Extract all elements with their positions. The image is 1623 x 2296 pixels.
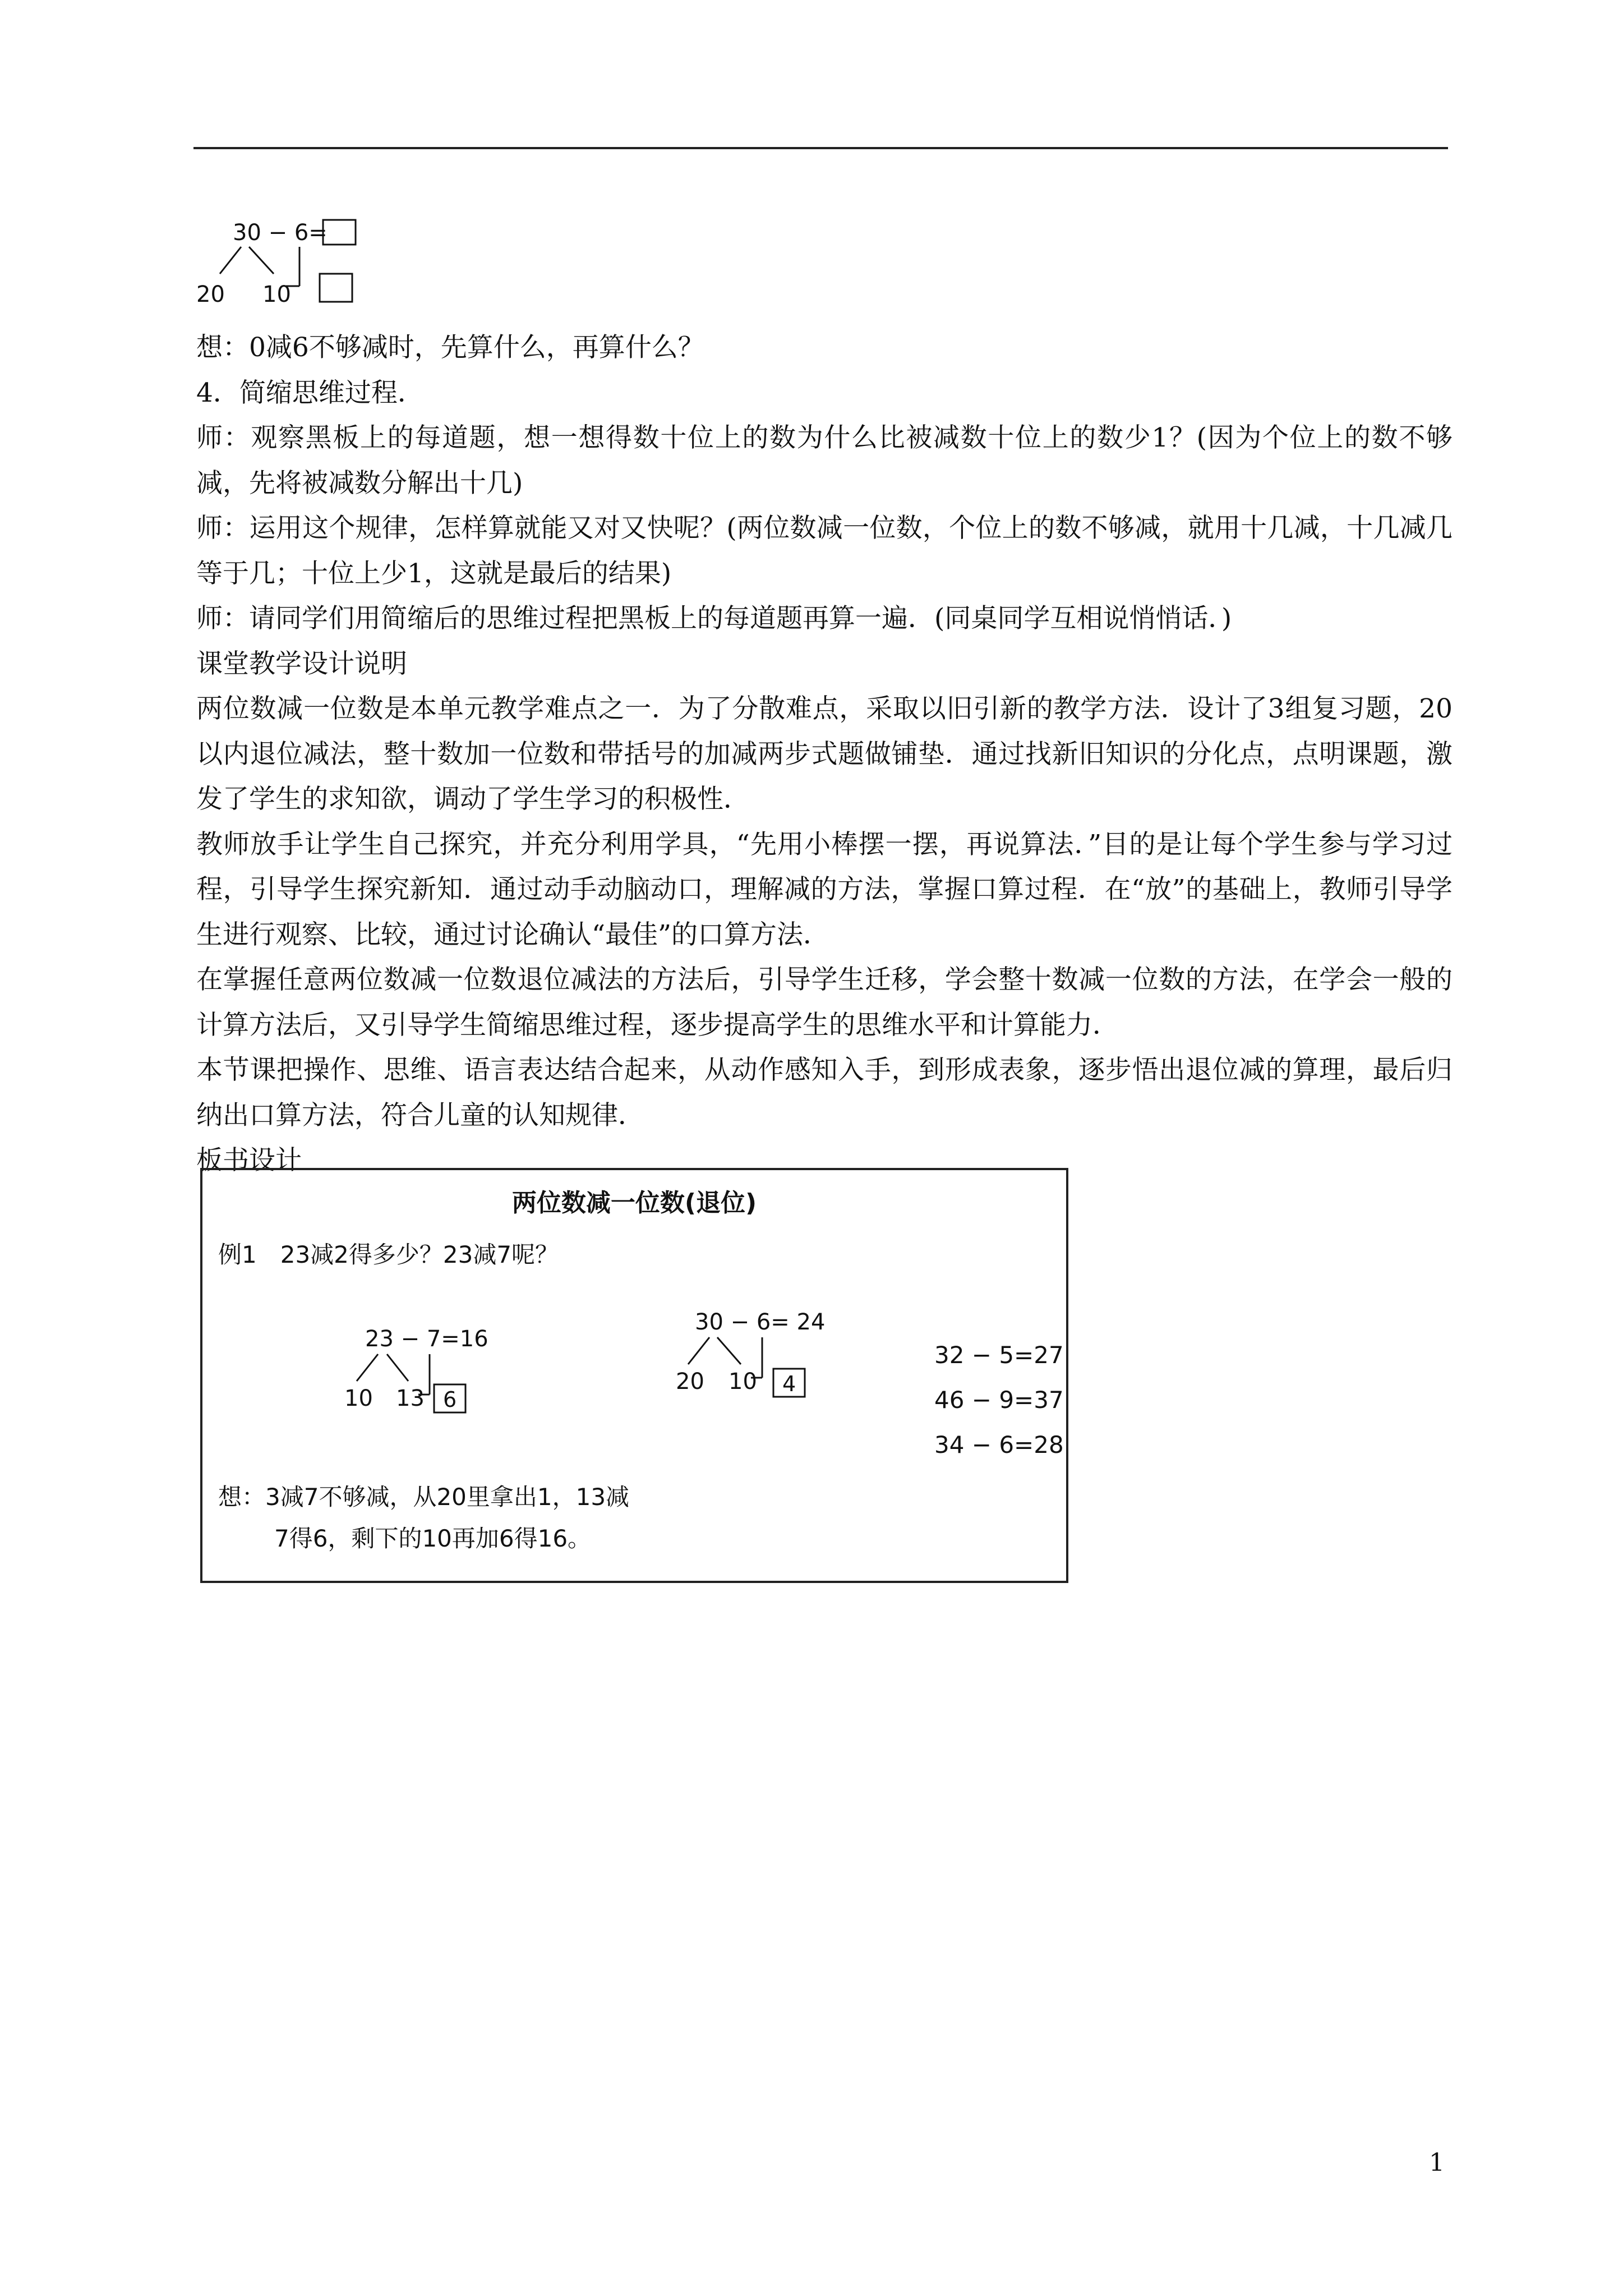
blackboard-design [200, 1168, 1068, 1583]
header-rule [193, 147, 1448, 149]
board-equation: 32 − 5=27 [934, 1341, 1064, 1369]
page-number: 1 [1429, 2148, 1445, 2177]
top-expression: 30 − 6= [233, 220, 328, 246]
section-heading: 板书设计 [196, 1145, 302, 1176]
left-part: 20 [196, 282, 225, 307]
board-tree-2 [668, 1305, 881, 1406]
board-equation: 34 − 6=28 [934, 1431, 1064, 1458]
paragraph: 两位数减一位数是本单元教学难点之一．为了分散难点，采取以旧引新的教学方法．设计了3组复习题，20以内退位减法，整十数加一位数和带括号的加减两步式题做铺垫．通过找新旧知识的分化点，点明课题，激发了学生的求知欲，调动了学生学习的积极性． [196, 693, 1453, 815]
tree1-right: 13 [396, 1386, 425, 1411]
paragraph: 师：运用这个规律，怎样算就能又对又快呢？(两位数减一位数，个位上的数不够减，就用十几减，十几减几等于几；十位上少1，这就是最后的结果) [196, 513, 1453, 589]
tree1-expression: 23 − 7=16 [365, 1326, 488, 1352]
board-title: 两位数减一位数(退位) [511, 1189, 757, 1217]
board-think-line-1: 想：3减7不够减，从20里拿出1，13减 [218, 1483, 630, 1511]
board-example: 例1 23减2得多少？23减7呢？ [218, 1241, 559, 1268]
board-tree-1 [329, 1322, 542, 1423]
tree1-left: 10 [344, 1386, 373, 1411]
board-think-line-2: 7得6，剩下的10再加6得16。 [274, 1525, 592, 1552]
paragraph: 想：0减6不够减时，先算什么，再算什么？ [196, 332, 704, 363]
tree2-expression: 30 − 6= 24 [695, 1309, 826, 1335]
top-decomposition-diagram [191, 213, 381, 314]
paragraph: 师：请同学们用简缩后的思维过程把黑板上的每道题再算一遍．(同桌同学互相说悄悄话．) [196, 603, 1232, 634]
section-heading: 课堂教学设计说明 [196, 648, 407, 679]
body-text [196, 325, 1453, 1184]
tree2-box-value: 4 [782, 1372, 796, 1396]
right-part: 10 [262, 282, 291, 307]
board-equation: 46 − 9=37 [934, 1386, 1064, 1414]
answer-box [323, 220, 356, 245]
paragraph: 在掌握任意两位数减一位数退位减法的方法后，引导学生迁移，学会整十数减一位数的方法，在学会一般的计算方法后，又引导学生简缩思维过程，逐步提高学生的思维水平和计算能力． [196, 964, 1453, 1041]
paragraph: 本节课把操作、思维、语言表达结合起来，从动作感知入手，到形成表象，逐步悟出退位减的算理，最后归纳出口算方法，符合儿童的认知规律． [196, 1055, 1453, 1131]
paragraph: 教师放手让学生自己探究，并充分利用学具，“先用小棒摆一摆，再说算法．”目的是让每个学生参与学习过程，引导学生探究新知．通过动手动脑动口，理解减的方法，掌握口算过程．在“放”的基础上，教师引导学生进行观察、比较，通过讨论确认“最佳”的口算方法． [196, 829, 1453, 950]
paragraph: 4．简缩思维过程． [196, 377, 424, 408]
tree1-box-value: 6 [443, 1387, 457, 1412]
tree2-left: 20 [676, 1369, 704, 1395]
tree2-right: 10 [728, 1369, 757, 1395]
result-box [320, 274, 352, 302]
paragraph: 师：观察黑板上的每道题，想一想得数十位上的数为什么比被减数十位上的数少1？(因为个位上的数不够减，先将被减数分解出十几) [196, 422, 1453, 499]
